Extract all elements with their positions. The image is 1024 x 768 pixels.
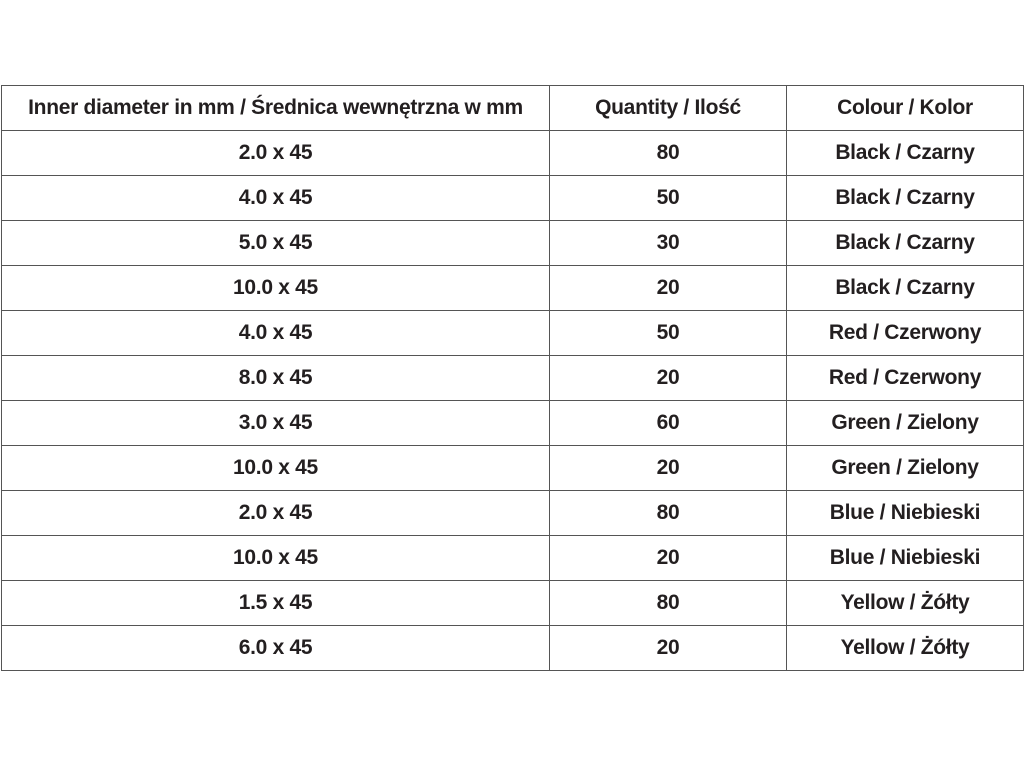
cell-diameter: 6.0 x 45 — [2, 626, 550, 671]
cell-diameter: 8.0 x 45 — [2, 356, 550, 401]
table-row — [2, 356, 1024, 401]
cell-colour: Black / Czarny — [787, 131, 1024, 176]
cell-quantity: 20 — [550, 446, 787, 491]
table-row — [2, 266, 1024, 311]
cell-diameter: 1.5 x 45 — [2, 581, 550, 626]
table-row — [2, 221, 1024, 266]
cell-diameter: 5.0 x 45 — [2, 221, 550, 266]
cell-diameter: 2.0 x 45 — [2, 131, 550, 176]
cell-quantity: 50 — [550, 311, 787, 356]
cell-colour: Green / Zielony — [787, 446, 1024, 491]
cell-quantity: 20 — [550, 356, 787, 401]
cell-diameter: 4.0 x 45 — [2, 311, 550, 356]
header-row — [2, 86, 1024, 131]
cell-colour: Black / Czarny — [787, 221, 1024, 266]
cell-quantity: 50 — [550, 176, 787, 221]
cell-colour: Red / Czerwony — [787, 356, 1024, 401]
cell-colour: Blue / Niebieski — [787, 536, 1024, 581]
cell-colour: Yellow / Żółty — [787, 626, 1024, 671]
cell-diameter: 3.0 x 45 — [2, 401, 550, 446]
cell-quantity: 20 — [550, 266, 787, 311]
cell-quantity: 60 — [550, 401, 787, 446]
cell-colour: Black / Czarny — [787, 266, 1024, 311]
table-row — [2, 536, 1024, 581]
cell-quantity: 80 — [550, 131, 787, 176]
cell-diameter: 10.0 x 45 — [2, 446, 550, 491]
table-row — [2, 131, 1024, 176]
header-colour: Colour / Kolor — [787, 86, 1024, 131]
cell-diameter: 2.0 x 45 — [2, 491, 550, 536]
cell-colour: Blue / Niebieski — [787, 491, 1024, 536]
cell-diameter: 10.0 x 45 — [2, 266, 550, 311]
cell-colour: Black / Czarny — [787, 176, 1024, 221]
cell-colour: Yellow / Żółty — [787, 581, 1024, 626]
table-row — [2, 176, 1024, 221]
cell-quantity: 20 — [550, 536, 787, 581]
header-inner-diameter: Inner diameter in mm / Średnica wewnętrzna w mm — [2, 86, 550, 131]
cell-quantity: 80 — [550, 581, 787, 626]
table-row — [2, 491, 1024, 536]
cell-diameter: 10.0 x 45 — [2, 536, 550, 581]
spec-table — [1, 85, 1024, 671]
table-row — [2, 626, 1024, 671]
cell-quantity: 30 — [550, 221, 787, 266]
table-row — [2, 581, 1024, 626]
cell-colour: Green / Zielony — [787, 401, 1024, 446]
table-row — [2, 401, 1024, 446]
table-row — [2, 446, 1024, 491]
cell-quantity: 80 — [550, 491, 787, 536]
cell-diameter: 4.0 x 45 — [2, 176, 550, 221]
header-quantity: Quantity / Ilość — [550, 86, 787, 131]
table-row — [2, 311, 1024, 356]
cell-colour: Red / Czerwony — [787, 311, 1024, 356]
cell-quantity: 20 — [550, 626, 787, 671]
